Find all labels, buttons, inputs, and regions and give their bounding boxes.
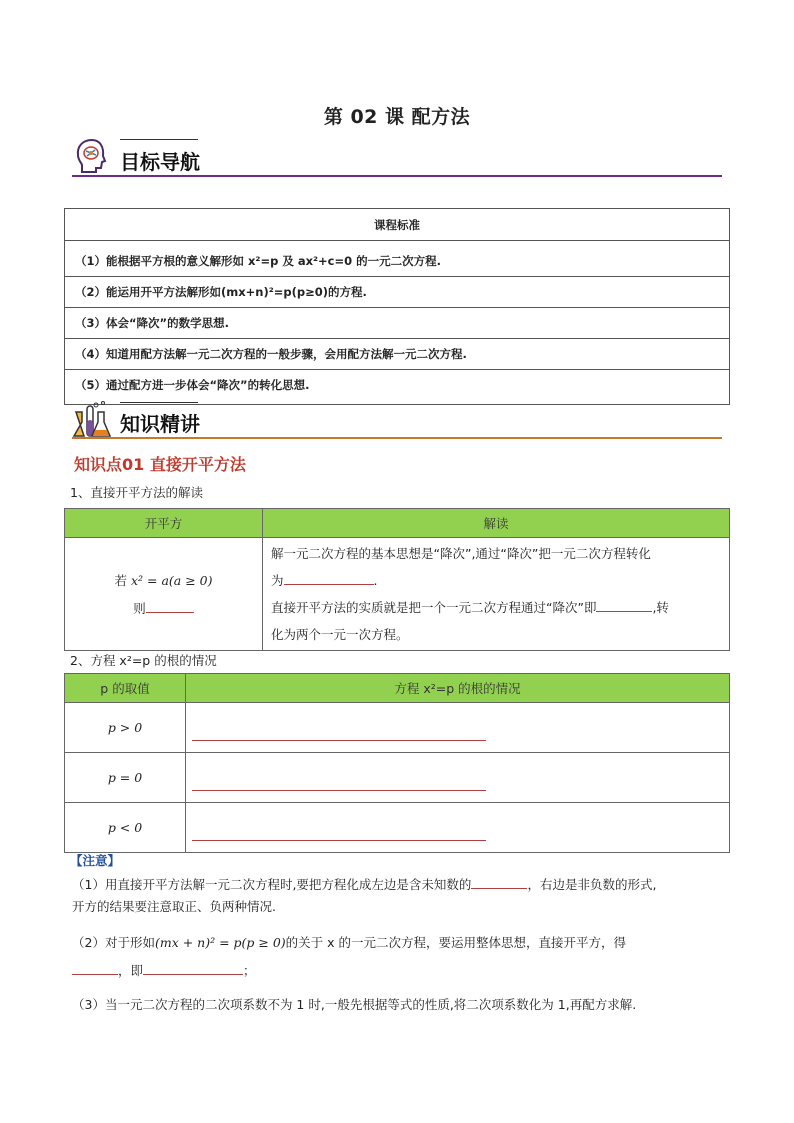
table-row (65, 803, 730, 853)
knowledge-point-title: 知识点01 直接开平方法 (74, 455, 246, 474)
roots-table (64, 673, 730, 853)
table1-left-cell (65, 538, 263, 651)
section-top-line (120, 139, 198, 140)
reading-line-3a: 直接开平方法的实质就是把一个一元二次方程通过“降次”即 (271, 600, 597, 615)
p-case-negative: p < 0 (65, 803, 186, 853)
blank-transform[interactable] (284, 584, 374, 585)
then-label: 则 (133, 601, 146, 616)
page-title: 第 02 课 配方法 (323, 106, 471, 128)
section-top-line-2 (120, 402, 198, 403)
table-row (65, 703, 730, 753)
head-brain-icon (72, 136, 112, 176)
standard-item-2: （2）能运用开平方法解形如(mx+n)²=p(p≥0)的方程. (65, 277, 730, 308)
reading-line-1: 解一元二次方程的基本思想是“降次”,通过“降次”把一元二次方程转化 (271, 546, 651, 561)
note-1-text-a: （1）用直接开平方法解一元二次方程时,要把方程化成左边是含未知数的 (72, 877, 472, 892)
note-1-text-c: 开方的结果要注意取正、负两种情况. (72, 899, 276, 914)
course-standards-table (64, 208, 730, 405)
blank-then[interactable] (146, 612, 194, 613)
note-2 (72, 932, 732, 982)
blank-p-positive[interactable] (192, 740, 486, 741)
table2-header-1: p 的取值 (65, 674, 186, 703)
p-case-positive: p > 0 (65, 703, 186, 753)
subheading-1: 1、直接开平方法的解读 (70, 485, 203, 500)
note-2-text-a: （2）对于形如 (72, 935, 155, 950)
p-case-zero: p = 0 (65, 753, 186, 803)
reading-line-3b: ,转 (652, 600, 669, 615)
formula-x2-eq-a: x² = a(a ≥ 0) (130, 573, 213, 588)
standard-item-4: （4）知道用配方法解一元二次方程的一般步骤，会用配方法解一元二次方程. (65, 339, 730, 370)
standard-item-3: （3）体会“降次”的数学思想. (65, 308, 730, 339)
note-2-text-b: 的关于 x 的一元二次方程，要运用整体思想，直接开平方，得 (285, 935, 627, 950)
blank-p-negative[interactable] (192, 840, 486, 841)
section-rule-knowledge (72, 437, 722, 439)
reading-line-2a: 为 (271, 573, 284, 588)
note-1 (72, 874, 732, 918)
table1-right-cell (263, 538, 730, 651)
table1-header-2: 解读 (263, 509, 730, 538)
blank-reduce[interactable] (596, 611, 652, 612)
standard-item-1: （1）能根据平方根的意义解形如 x²=p 及 ax²+c=0 的一元二次方程. (65, 241, 730, 277)
blank-p-zero[interactable] (192, 790, 486, 791)
lab-flask-icon (70, 400, 112, 440)
standard-item-5: （5）通过配方进一步体会“降次”的转化思想. (65, 370, 730, 405)
reading-line-2b: . (373, 573, 378, 588)
blank-note-2b[interactable] (143, 974, 243, 975)
blank-note-2a[interactable] (72, 974, 118, 975)
table1-header-1: 开平方 (65, 509, 263, 538)
table-row (65, 753, 730, 803)
note-1-text-b: ，右边是非负数的形式, (527, 877, 657, 892)
standards-header: 课程标准 (65, 209, 730, 241)
if-label: 若 (114, 573, 127, 588)
section-rule-goal (72, 175, 722, 177)
note-2-text-d: ； (243, 963, 256, 978)
blank-note-1[interactable] (471, 888, 527, 889)
note-3: （3）当一元二次方程的二次项系数不为 1 时,一般先根据等式的性质,将二次项系数化为 1,再配方求解. (72, 997, 637, 1012)
section-title-goal: 目标导航 (120, 150, 200, 174)
table2-header-2: 方程 x²=p 的根的情况 (186, 674, 730, 703)
note-2-formula: (mx + n)² = p(p ≥ 0) (154, 935, 286, 950)
section-title-knowledge: 知识精讲 (120, 412, 200, 436)
sqrt-reading-table (64, 508, 730, 651)
note-header: 【注意】 (70, 853, 121, 868)
reading-line-4: 化为两个一元一次方程。 (271, 627, 409, 642)
subheading-2: 2、方程 x²=p 的根的情况 (70, 653, 217, 668)
note-2-text-c: ，即 (118, 963, 144, 978)
